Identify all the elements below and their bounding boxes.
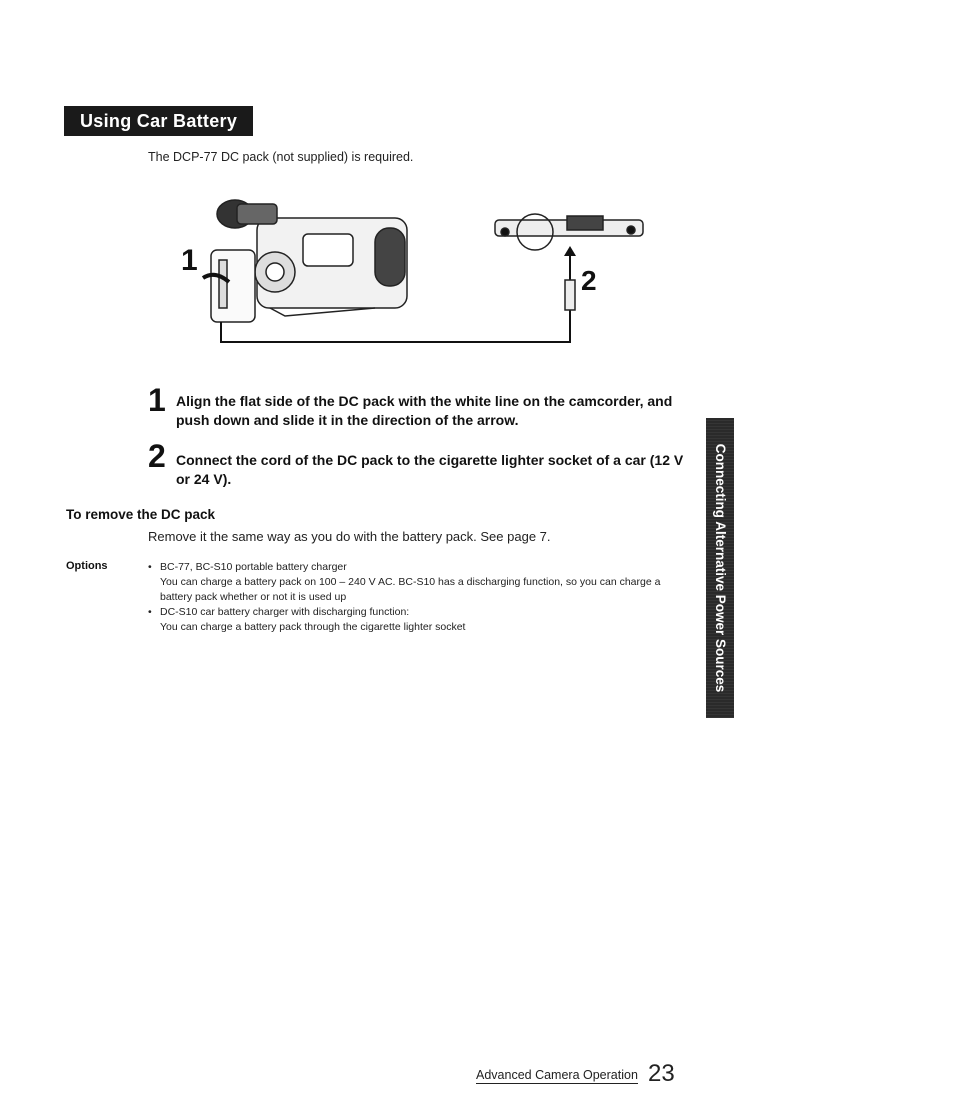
options-list: [148, 560, 688, 635]
option-title: BC-77, BC-S10 portable battery charger: [160, 561, 347, 573]
step-2-number: 2: [148, 438, 166, 474]
option-desc: You can charge a battery pack through the cigarette lighter socket: [160, 621, 466, 633]
illustration-label-2: 2: [581, 265, 597, 296]
step-2-text: Connect the cord of the DC pack to the cigarette lighter socket of a car (12 V or 24 V).: [176, 452, 684, 487]
intro-text: The DCP-77 DC pack (not supplied) is required.: [148, 150, 414, 164]
dashboard-drawing: [495, 214, 643, 250]
remove-heading: To remove the DC pack: [66, 507, 216, 522]
remove-body: Remove it the same way as you do with the battery pack. See page 7.: [148, 529, 551, 544]
plug-drawing: [565, 280, 575, 310]
footer-section-name: Advanced Camera Operation: [476, 1068, 638, 1082]
option-desc: You can charge a battery pack on 100 – 240 V AC. BC-S10 has a discharging function, so you can charge a battery pack whether or not it is used up: [160, 576, 661, 603]
illustration-label-1: 1: [181, 244, 198, 277]
dc-pack-drawing: [211, 250, 255, 322]
option-item: • BC-77, BC-S10 portable battery charger: [148, 561, 347, 573]
side-tab-label: Connecting Alternative Power Sources: [713, 443, 728, 693]
step-1-number: 1: [148, 382, 166, 418]
section-title: Using Car Battery: [64, 106, 253, 136]
option-item: • DC-S10 car battery charger with discharging function:: [148, 606, 410, 618]
option-title: DC-S10 car battery charger with discharging function:: [160, 606, 410, 618]
options-label: Options: [66, 560, 108, 572]
arrow-head: [564, 246, 576, 256]
step-1-text: Align the flat side of the DC pack with the white line on the camcorder, and push down and slide it in the direction of the arrow.: [176, 393, 673, 428]
side-section-tab: [706, 418, 734, 718]
dc-pack-illustration: [175, 190, 655, 350]
page-number: 23: [648, 1060, 675, 1087]
cord-drawing: [221, 310, 570, 342]
